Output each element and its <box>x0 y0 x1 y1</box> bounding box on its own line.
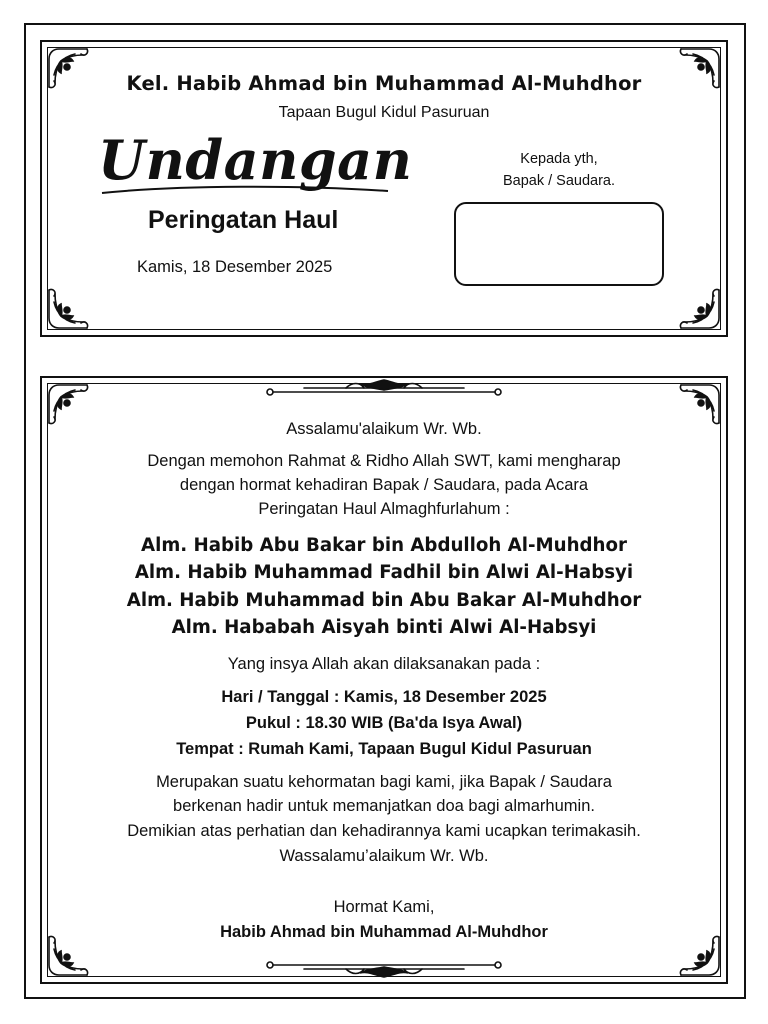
event-day-date: Hari / Tanggal : Kamis, 18 Desember 2025 <box>221 688 547 706</box>
deceased-name: Alm. Habib Muhammad bin Abu Bakar Al-Muhdhor <box>126 590 642 611</box>
family-address: Tapaan Bugul Kidul Pasuruan <box>278 104 490 121</box>
deceased-name: Alm. Hababah Aisyah binti Alwi Al-Habsyi <box>171 617 597 638</box>
deceased-name: Alm. Habib Abu Bakar bin Abdulloh Al-Muhdhor <box>141 535 627 556</box>
recipient-label: Kepada yth, <box>520 151 598 167</box>
corner-ornament-icon <box>677 286 723 332</box>
event-date: Kamis, 18 Desember 2025 <box>137 258 333 276</box>
recipient-address-box <box>454 202 664 286</box>
event-venue: Tempat : Rumah Kami, Tapaan Bugul Kidul Pasuruan <box>176 740 592 758</box>
invitation-title: Undangan <box>98 128 413 192</box>
greeting: Assalamu'alaikum Wr. Wb. <box>286 420 482 438</box>
corner-ornament-icon <box>45 286 91 332</box>
signatory-name: Habib Ahmad bin Muhammad Al-Muhdhor <box>220 923 548 941</box>
closing-line: Demikian atas perhatian dan kehadirannya kami ucapkan terimakasih. <box>127 822 641 840</box>
intro-line: Peringatan Haul Almaghfurlahum : <box>258 500 510 518</box>
deceased-name: Alm. Habib Muhammad Fadhil bin Alwi Al-Habsyi <box>134 562 634 583</box>
closing-line: Merupakan suatu kehormatan bagi kami, jika Bapak / Saudara <box>156 773 612 791</box>
closing-salam: Wassalamu’alaikum Wr. Wb. <box>279 847 489 865</box>
event-time: Pukul : 18.30 WIB (Ba'da Isya Awal) <box>245 714 523 732</box>
schedule-intro: Yang insya Allah akan dilaksanakan pada : <box>227 655 541 673</box>
family-name: Kel. Habib Ahmad bin Muhammad Al-Muhdhor <box>126 72 642 95</box>
bottom-flourish-icon <box>264 955 504 979</box>
title-underline-flourish <box>100 183 390 197</box>
event-subtitle: Peringatan Haul <box>148 206 339 234</box>
intro-line: Dengan memohon Rahmat & Ridho Allah SWT, kami mengharap <box>147 452 621 470</box>
regards: Hormat Kami, <box>333 898 435 916</box>
top-flourish-icon <box>264 378 504 402</box>
recipient-label: Bapak / Saudara. <box>502 173 616 189</box>
intro-line: dengan hormat kehadiran Bapak / Saudara, pada Acara <box>179 476 589 494</box>
closing-line: berkenan hadir untuk memanjatkan doa bagi almarhumin. <box>173 797 595 815</box>
